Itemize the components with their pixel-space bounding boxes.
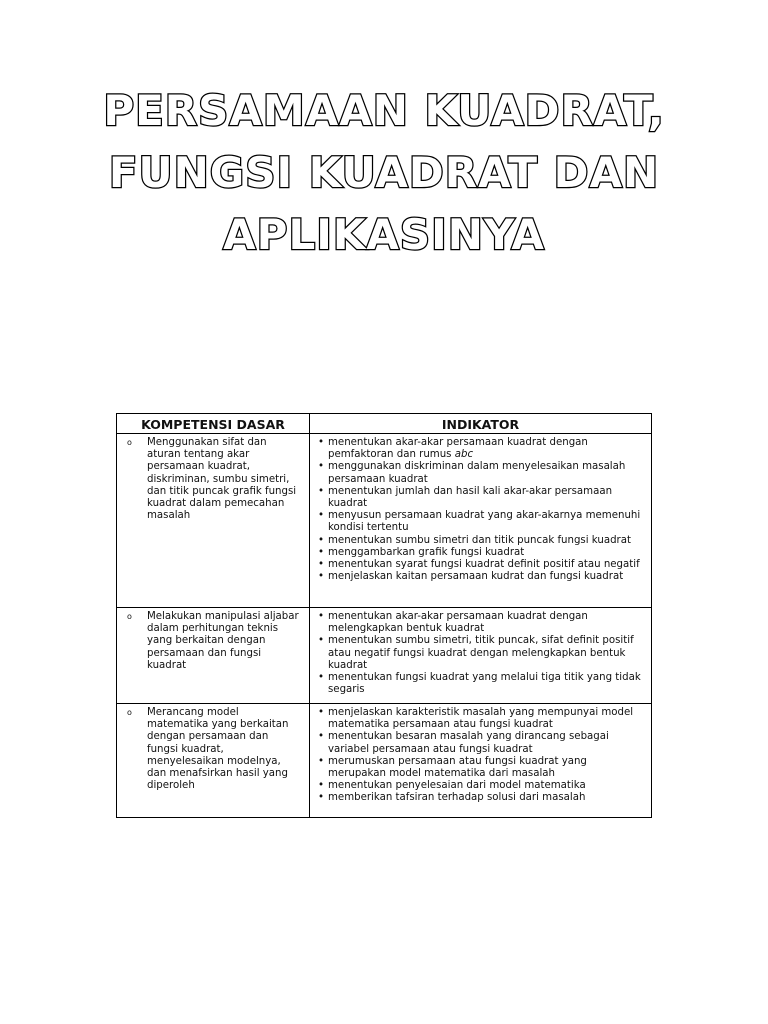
indikator-list bbox=[314, 707, 647, 805]
kompetensi-text: Melakukan manipulasi aljabar dalam perhitungan teknis yang berkaitan dengan persamaan dan fungsi kuadrat bbox=[147, 611, 299, 671]
indikator-italic-text: abc bbox=[454, 449, 474, 461]
table-row bbox=[117, 434, 652, 608]
indikator-item: • menentukan besaran masalah yang dirancang sebagai variabel persamaan atau fungsi kuadrat bbox=[314, 731, 647, 755]
title-line-3: APLIKASINYA bbox=[223, 210, 545, 259]
indikator-list bbox=[314, 437, 647, 583]
indikator-item: • menentukan penyelesaian dari model matematika bbox=[314, 780, 647, 792]
table-row bbox=[117, 704, 652, 818]
indikator-item: • menjelaskan kaitan persamaan kudrat dan fungsi kuadrat bbox=[314, 571, 647, 583]
indikator-item: • menjelaskan karakteristik masalah yang mempunyai model matematika persamaan atau fungsi kuadrat bbox=[314, 707, 647, 731]
indikator-item: • memberikan tafsiran terhadap solusi dari masalah bbox=[314, 792, 647, 804]
indikator-item: • menentukan sumbu simetri dan titik puncak fungsi kuadrat bbox=[314, 535, 647, 547]
indikator-item: • menentukan akar-akar persamaan kuadrat dengan melengkapkan bentuk kuadrat bbox=[314, 611, 647, 635]
indikator-item: • menentukan syarat fungsi kuadrat definit positif atau negatif bbox=[314, 559, 647, 571]
circle-bullet-icon: o bbox=[127, 612, 132, 621]
circle-bullet-icon: o bbox=[127, 708, 132, 717]
kompetensi-cell bbox=[117, 434, 310, 608]
table-header-row bbox=[117, 414, 652, 434]
header-kompetensi-dasar: KOMPETENSI DASAR bbox=[117, 414, 310, 434]
kompetensi-cell bbox=[117, 704, 310, 818]
title-line-2: FUNGSI KUADRAT DAN bbox=[108, 148, 660, 197]
indikator-cell bbox=[310, 704, 652, 818]
indikator-text: menentukan akar-akar persamaan kuadrat dengan pemfaktoran dan rumus bbox=[328, 437, 588, 461]
indikator-item: • menggambarkan grafik fungsi kuadrat bbox=[314, 547, 647, 559]
kompetensi-item bbox=[121, 611, 305, 672]
title-line-1: PERSAMAAN KUADRAT, bbox=[103, 86, 665, 135]
kompetensi-item bbox=[121, 707, 305, 792]
indikator-item: • menggunakan diskriminan dalam menyelesaikan masalah persamaan kuadrat bbox=[314, 461, 647, 485]
kompetensi-cell bbox=[117, 608, 310, 704]
competency-table bbox=[116, 413, 652, 818]
indikator-item: • menentukan fungsi kuadrat yang melalui tiga titik yang tidak segaris bbox=[314, 672, 647, 696]
kompetensi-text: Merancang model matematika yang berkaitan dengan persamaan dan fungsi kuadrat, menyelesaikan modelnya, dan menafsirkan hasil yang diperoleh bbox=[147, 707, 289, 792]
indikator-list bbox=[314, 611, 647, 696]
kompetensi-item bbox=[121, 437, 305, 522]
table-row bbox=[117, 608, 652, 704]
indikator-item: • merumuskan persamaan atau fungsi kuadrat yang merupakan model matematika dari masalah bbox=[314, 756, 647, 780]
kompetensi-text: Menggunakan sifat dan aturan tentang akar persamaan kuadrat, diskriminan, sumbu simetri, dan titik puncak grafik fungsi kuadrat dalam pemecahan masalah bbox=[147, 437, 297, 522]
indikator-item: • menentukan jumlah dan hasil kali akar-akar persamaan kuadrat bbox=[314, 486, 647, 510]
header-indikator: INDIKATOR bbox=[310, 414, 652, 434]
indikator-item: • menentukan sumbu simetri, titik puncak, sifat definit positif atau negatif fungsi kuadrat dengan melengkapkan bentuk kuadrat bbox=[314, 635, 647, 672]
indikator-item: • menyusun persamaan kuadrat yang akar-akarnya memenuhi kondisi tertentu bbox=[314, 510, 647, 534]
indikator-cell bbox=[310, 434, 652, 608]
circle-bullet-icon: o bbox=[127, 438, 132, 447]
indikator-cell bbox=[310, 608, 652, 704]
indikator-item bbox=[314, 437, 647, 461]
document-title bbox=[0, 80, 768, 266]
